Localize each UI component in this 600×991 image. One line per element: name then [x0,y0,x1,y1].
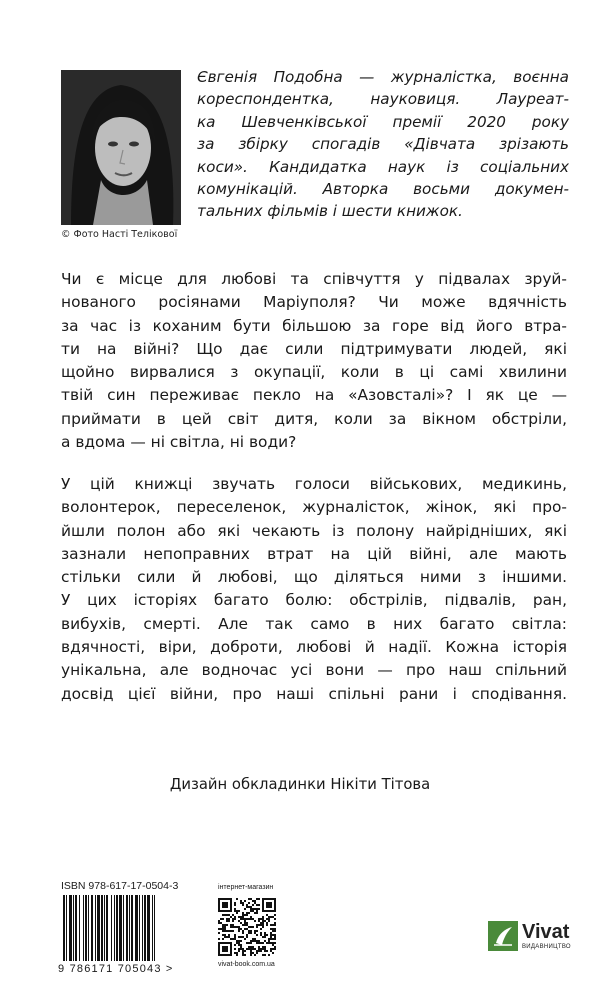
paragraph-line: зазнали непоправних втрат на цій війні, але мають [61,544,567,563]
photo-credit: © Фото Насті Телікової [61,229,178,240]
bio-line: ка Шевченківської премії 2020 року [197,112,569,131]
barcode-digits: 9 786171 705043 > [58,963,174,975]
publisher-subtitle: ВИДАВНИЦТВО [522,944,571,950]
paragraph-line: досвід цієї війни, про наші спільні рани і сподівання. [61,684,567,703]
shop-label: інтернет-магазин [218,884,274,891]
publisher-logo-icon [488,921,518,951]
shop-url: vivat-book.com.ua [218,961,275,968]
bio-line: тальних фільмів і шести книжок. [197,202,463,221]
author-portrait-image [61,70,181,225]
publisher-name: Vivat [522,921,570,943]
isbn-barcode [61,895,193,961]
paragraph-line: ти на війні? Що дає сили підтримувати людей, які [61,339,567,358]
blurb-paragraph-2 [61,473,567,706]
paragraph-line: вдячності, віри, доброти, любові й надії. Кожна історія [61,638,567,657]
author-bio [197,66,569,223]
publisher-logo [488,921,570,951]
author-photo [61,70,181,225]
qr-code [218,898,276,956]
paragraph-line: унікальна, але водночас усі вони — про наш спільний [61,661,567,680]
paragraph-line: волонтерок, переселенок, журналісток, жінок, які про- [61,498,567,517]
cover-design-credit: Дизайн обкладинки Нікіти Тітова [169,776,431,793]
paragraph-line: приймати в цей світ дитя, коли за вікном обстріли, [61,409,567,428]
blurb-paragraph-1 [61,268,567,454]
bio-line: коси». Кандидатка наук із соціальних [197,157,569,176]
paragraph-line: щойно вирвалися з окупації, коли в ці самі хвилини [61,363,567,382]
paragraph-line: У цій книжці звучать голоси військових, медикинь, [61,475,567,493]
bio-line: за збірку спогадів «Дівчата зрізають [197,135,569,154]
paragraph-line: У цих історіях багато болю: обстрілів, підвалів, ран, [61,591,567,610]
paragraph-line: йшли полон або які чекають із полону найрідніших, які [61,521,567,540]
bio-line: Євгенія Подобна — журналістка, воєнна [197,68,569,86]
bio-line: комунікацій. Авторка восьми докумен- [197,180,569,199]
paragraph-line: стільки сили й любові, що діляться ними з іншими. [61,568,567,587]
paragraph-line: твій син переживає пекло на «Азовсталі»? І як це — [61,386,567,405]
bio-line: кореспондентка, науковиця. Лауреат- [197,90,569,109]
paragraph-line: Чи є місце для любові та співчуття у підвалах зруй- [61,270,567,288]
paragraph-line: а вдома — ні світла, ні води? [61,433,297,452]
isbn-label: ISBN 978-617-17-0504-3 [61,880,179,892]
paragraph-line: нованого росіянами Маріуполя? Чи може вдячність [61,293,567,312]
paragraph-line: вибухів, смерті. Але так само в них багато світла: [61,614,567,633]
paragraph-line: за час із коханим бути більшою за горе від його втра- [61,316,567,335]
